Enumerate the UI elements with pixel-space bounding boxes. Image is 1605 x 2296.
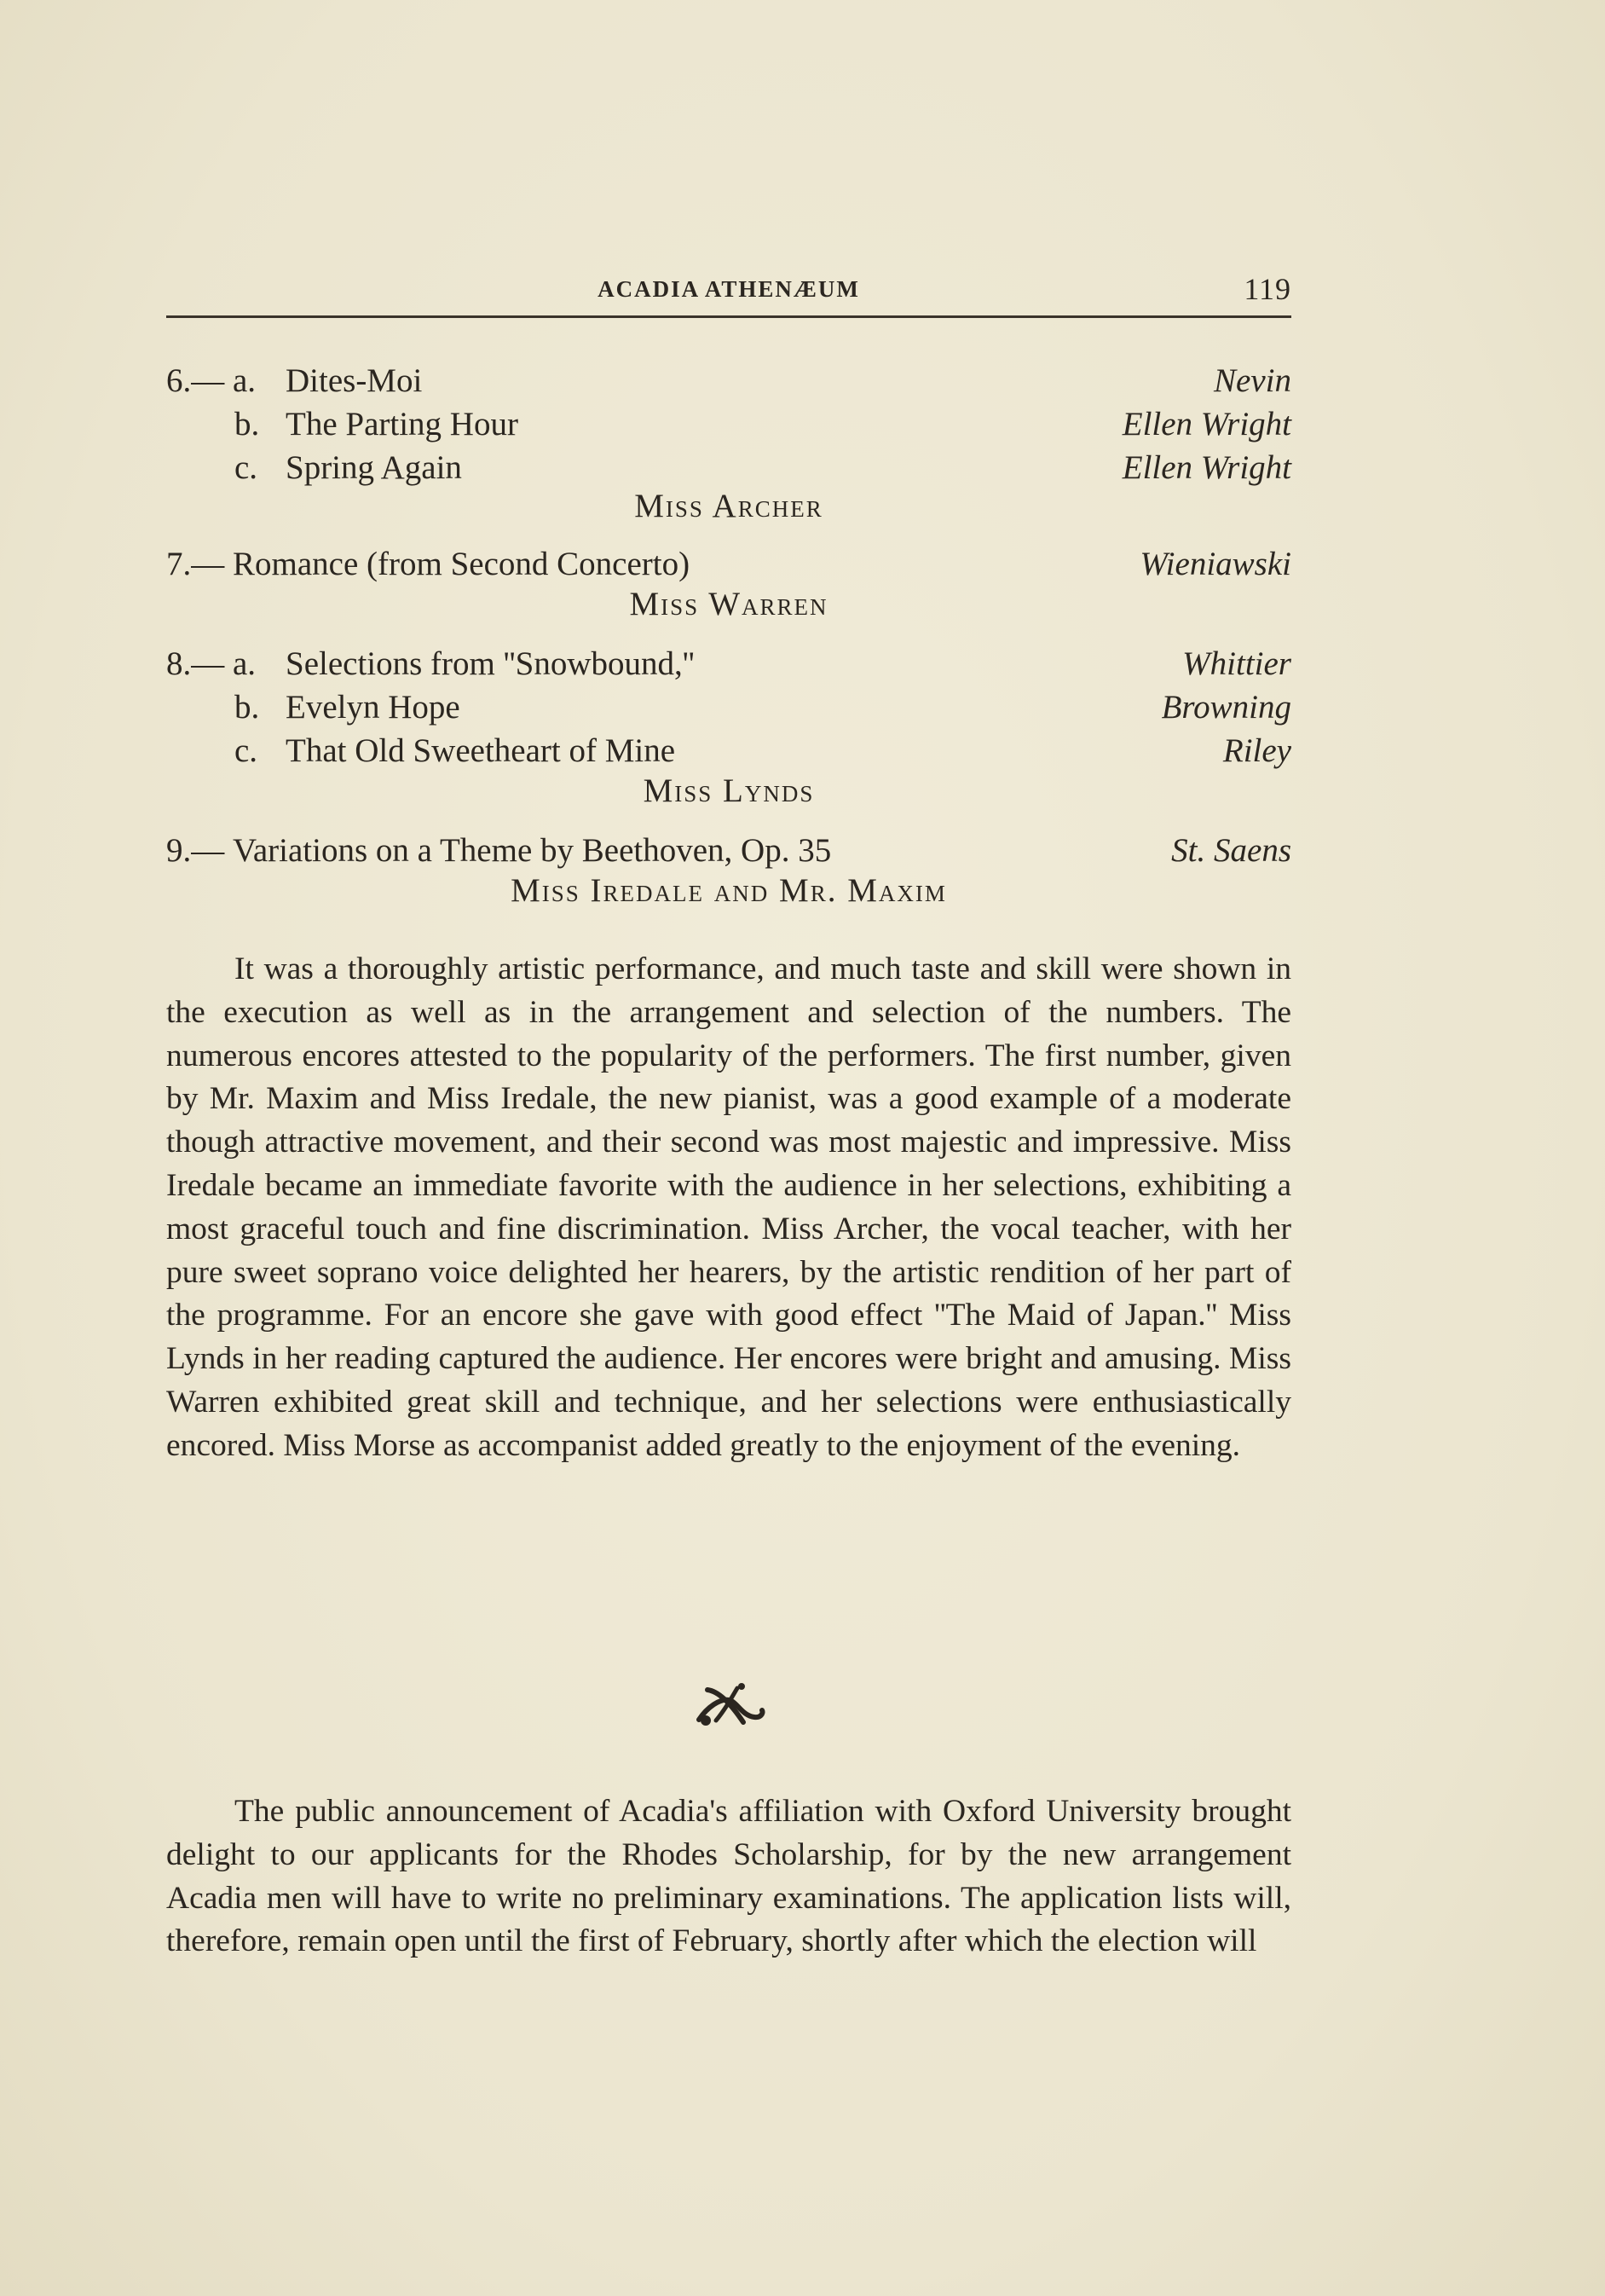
piece-letter: b. xyxy=(234,689,260,726)
program-item-6 xyxy=(166,359,1291,528)
section-ornament xyxy=(166,1673,1291,1748)
fleuron-icon xyxy=(690,1673,767,1732)
piece-title: Spring Again xyxy=(286,449,462,486)
piece-title: The Parting Hour xyxy=(286,406,518,442)
review-paragraph: It was a thoroughly artistic performance, and much taste and skill were shown in the execution as well as in the arrangement and selection of the numbers. The numerous encores attested to the popularity of the performers. The first number, given by Mr. Maxim and Miss Iredale, the new pianist, was a good example of a moderate though attractive movement, and their second was most majestic and impressive. Miss Iredale became an immediate favorite with the audience in her selections, exhibiting a most graceful touch and fine discrimination. Miss Archer, the vocal teacher, with her pure sweet soprano voice delighted her hearers, by the artistic rendition of her part of the programme. For an encore she gave with good effect ''The Maid of Japan.'' Miss Lynds in her reading captured the audience. Her encores were bright and amusing. Miss Warren exhibited great skill and technique, and her selections were enthusiastically encored. Miss Morse as accompanist added greatly to the enjoyment of the evening. xyxy=(166,951,1291,1463)
running-head xyxy=(166,271,1291,314)
piece-letter: a. xyxy=(233,362,257,399)
item-number: 9.— xyxy=(166,832,225,869)
piece-title: Dites-Moi xyxy=(286,362,423,399)
journal-title: ACADIA ATHENÆUM xyxy=(598,276,860,302)
page-number: 119 xyxy=(1244,272,1291,306)
composer: Nevin xyxy=(1214,362,1291,399)
performer: Miss Iredale and Mr. Maxim xyxy=(511,872,947,909)
program-item-7 xyxy=(166,542,1291,626)
composer: Ellen Wright xyxy=(1122,406,1291,442)
item-number: 6.— xyxy=(166,362,225,399)
piece-title: Variations on a Theme by Beethoven, Op. 35 xyxy=(233,832,832,869)
piece-title: That Old Sweetheart of Mine xyxy=(286,732,676,769)
program-item-8 xyxy=(166,642,1291,813)
piece-letter: c. xyxy=(234,449,258,486)
piece-title: Selections from ''Snowbound,'' xyxy=(286,645,695,682)
item-number: 8.— xyxy=(166,645,225,682)
performer: Miss Lynds xyxy=(643,772,815,809)
composer: Riley xyxy=(1222,732,1291,769)
composer: Whittier xyxy=(1182,645,1291,682)
announcement-paragraph: The public announcement of Acadia's affiliation with Oxford University brought delight to our applicants for the Rhodes Scholarship, for by the new arrangement Acadia men will have to write no preliminary examinations. The application lists will, therefore, remain open until the first of February, shortly after which the election will xyxy=(166,1794,1291,1959)
performer: Miss Archer xyxy=(634,488,823,524)
composer: Wieniawski xyxy=(1140,546,1291,582)
piece-title: Romance (from Second Concerto) xyxy=(233,546,690,582)
header-rule xyxy=(166,315,1291,318)
composer: Ellen Wright xyxy=(1122,449,1291,486)
program-item-9 xyxy=(166,829,1291,912)
composer: St. Saens xyxy=(1171,832,1291,869)
item-number: 7.— xyxy=(166,546,225,582)
composer: Browning xyxy=(1161,689,1291,726)
piece-title: Evelyn Hope xyxy=(286,689,460,726)
piece-letter: a. xyxy=(233,645,257,682)
performer: Miss Warren xyxy=(629,586,828,622)
piece-letter: c. xyxy=(234,732,258,769)
piece-letter: b. xyxy=(234,406,260,442)
